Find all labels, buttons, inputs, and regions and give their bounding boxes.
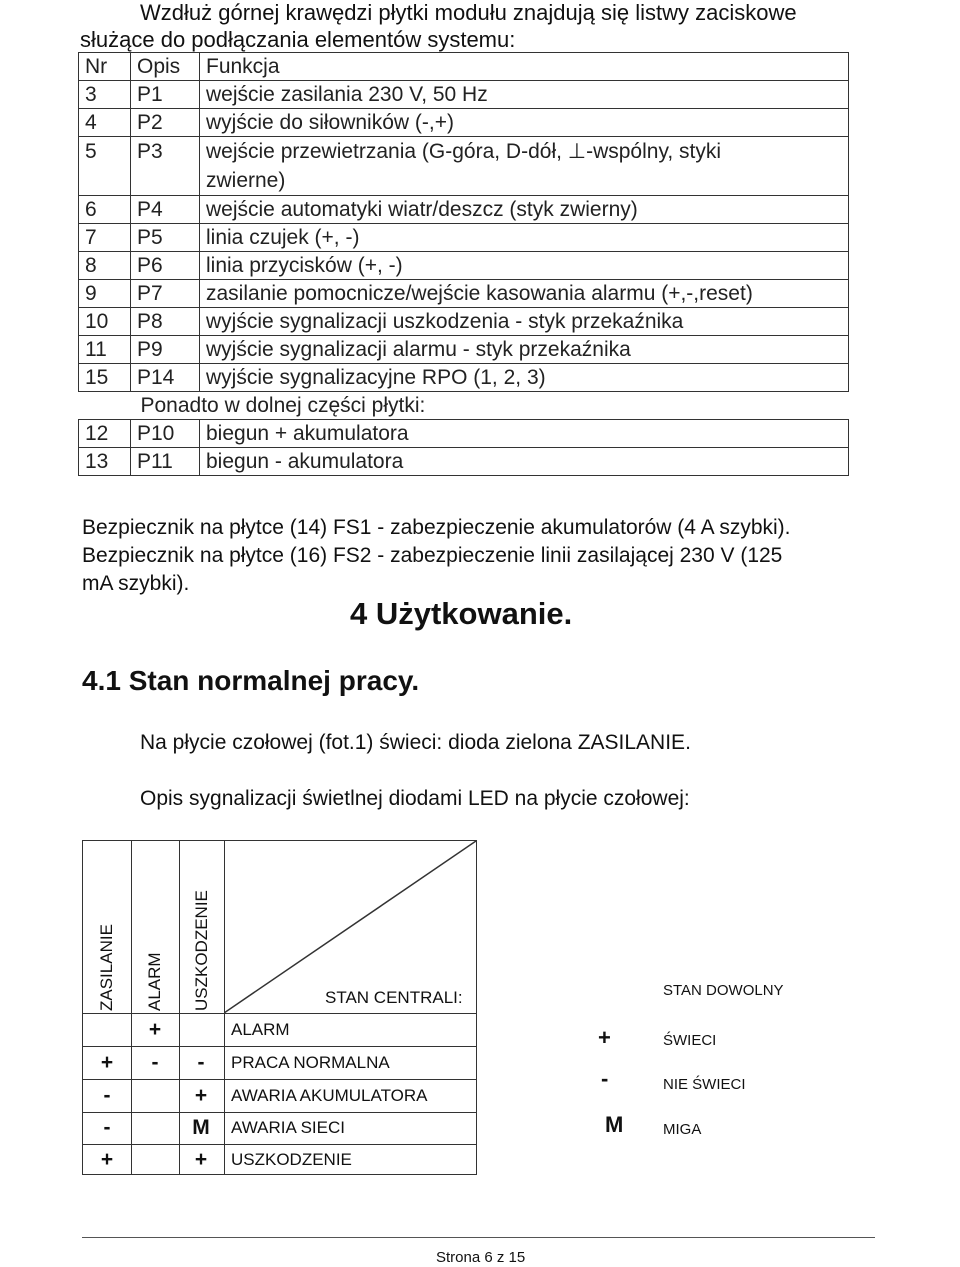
cell-nr: 3 bbox=[79, 81, 131, 109]
cell-nr: 15 bbox=[79, 364, 131, 392]
table-row bbox=[79, 252, 849, 280]
led-alarm-value: + bbox=[148, 1018, 162, 1041]
cell-funkcja: wyjście do siłowników (-,+) bbox=[200, 109, 849, 137]
row-divider bbox=[83, 1112, 476, 1113]
table-subheading-row bbox=[79, 392, 849, 420]
cell-opis: P2 bbox=[131, 109, 200, 137]
cell-nr: 10 bbox=[79, 308, 131, 336]
legend-symbol: + bbox=[598, 1025, 611, 1050]
cell-nr: 7 bbox=[79, 224, 131, 252]
led-zasilanie-value: + bbox=[100, 1148, 114, 1171]
led-status-table bbox=[82, 840, 477, 1175]
table-subheading: Ponadto w dolnej części płytki: bbox=[140, 394, 426, 417]
fuse-line-3: mA szybki). bbox=[82, 572, 190, 595]
cell-nr: 8 bbox=[79, 252, 131, 280]
header-funkcja: Funkcja bbox=[200, 53, 849, 81]
legend-title: STAN DOWOLNY bbox=[663, 982, 784, 999]
cell-funkcja: wejście automatyki wiatr/deszcz (styk zwierny) bbox=[200, 196, 849, 224]
state-label: PRACA NORMALNA bbox=[231, 1053, 390, 1072]
legend-meaning: NIE ŚWIECI bbox=[663, 1076, 746, 1093]
intro-line-2: służące do podłączania elementów systemu: bbox=[80, 27, 516, 52]
header-opis: Opis bbox=[131, 53, 200, 81]
page-number: Strona 6 z 15 bbox=[436, 1249, 526, 1266]
table-row bbox=[79, 308, 849, 336]
cell-funkcja: linia czujek (+, -) bbox=[200, 224, 849, 252]
cell-opis: P11 bbox=[131, 448, 200, 476]
cell-opis: P7 bbox=[131, 280, 200, 308]
cell-funkcja: biegun - akumulatora bbox=[200, 448, 849, 476]
led-alarm-value: - bbox=[151, 1051, 159, 1074]
cell-funkcja: wyjście sygnalizacji uszkodzenia - styk przekaźnika bbox=[200, 308, 849, 336]
legend-symbol: - bbox=[601, 1066, 609, 1091]
cell-opis: P14 bbox=[131, 364, 200, 392]
cell-nr: 9 bbox=[79, 280, 131, 308]
paragraph-normal-state: Na płycie czołowej (fot.1) świeci: dioda zielona ZASILANIE. bbox=[140, 731, 691, 754]
table-row bbox=[79, 137, 849, 196]
cell-opis: P1 bbox=[131, 81, 200, 109]
column-header-uszkodzenie: USZKODZENIE bbox=[192, 890, 211, 1011]
cell-funkcja: biegun + akumulatora bbox=[200, 420, 849, 448]
intro-line-1: Wzdłuż górnej krawędzi płytki modułu znajdują się listwy zaciskowe bbox=[140, 0, 797, 25]
cell-opis: P9 bbox=[131, 336, 200, 364]
cell-funkcja: wejście zasilania 230 V, 50 Hz bbox=[200, 81, 849, 109]
led-uszkodzenie-value: + bbox=[194, 1148, 208, 1171]
row-divider bbox=[83, 1046, 476, 1047]
table-row bbox=[79, 420, 849, 448]
cell-funkcja bbox=[200, 137, 849, 196]
table-row bbox=[79, 109, 849, 137]
cell-funkcja-line-1: wejście przewietrzania (G-góra, D-dół, ⊥-wspólny, styki bbox=[206, 140, 722, 163]
cell-nr: 11 bbox=[79, 336, 131, 364]
subsection-title: 4.1 Stan normalnej pracy. bbox=[82, 665, 420, 696]
column-header-zasilanie: ZASILANIE bbox=[97, 924, 116, 1011]
legend-meaning: MIGA bbox=[663, 1121, 702, 1138]
fuse-line-1: Bezpiecznik na płytce (14) FS1 - zabezpieczenie akumulatorów (4 A szybki). bbox=[82, 516, 791, 539]
table-header-row bbox=[79, 53, 849, 81]
cell-opis: P5 bbox=[131, 224, 200, 252]
led-uszkodzenie-value: M bbox=[192, 1116, 210, 1139]
footer-rule bbox=[82, 1237, 875, 1238]
led-uszkodzenie-value: + bbox=[194, 1084, 208, 1107]
cell-nr: 6 bbox=[79, 196, 131, 224]
table-row bbox=[79, 81, 849, 109]
led-uszkodzenie-value: - bbox=[197, 1051, 205, 1074]
state-label: AWARIA AKUMULATORA bbox=[231, 1086, 428, 1105]
row-divider bbox=[83, 1079, 476, 1080]
led-zasilanie-value: - bbox=[103, 1116, 111, 1139]
cell-nr: 4 bbox=[79, 109, 131, 137]
cell-opis: P4 bbox=[131, 196, 200, 224]
column-divider bbox=[131, 841, 132, 1174]
cell-funkcja: wyjście sygnalizacyjne RPO (1, 2, 3) bbox=[200, 364, 849, 392]
cell-funkcja-line-2: zwierne) bbox=[206, 169, 286, 192]
legend-meaning: ŚWIECI bbox=[663, 1032, 717, 1049]
table-row bbox=[79, 448, 849, 476]
table-row bbox=[79, 224, 849, 252]
led-zasilanie-value: - bbox=[103, 1084, 111, 1107]
table-row bbox=[79, 280, 849, 308]
cell-opis: P3 bbox=[131, 137, 200, 196]
table-row bbox=[79, 196, 849, 224]
legend-symbol: M bbox=[605, 1112, 624, 1137]
header-nr: Nr bbox=[79, 53, 131, 81]
terminal-table bbox=[78, 52, 849, 476]
row-divider bbox=[83, 1013, 476, 1014]
fuse-line-2: Bezpiecznik na płytce (16) FS2 - zabezpieczenie linii zasilającej 230 V (125 bbox=[82, 544, 783, 567]
cell-nr: 13 bbox=[79, 448, 131, 476]
state-label: USZKODZENIE bbox=[231, 1150, 352, 1169]
led-zasilanie-value: + bbox=[100, 1051, 114, 1074]
cell-nr: 12 bbox=[79, 420, 131, 448]
cell-funkcja: wyjście sygnalizacji alarmu - styk przekaźnika bbox=[200, 336, 849, 364]
table-row bbox=[79, 364, 849, 392]
cell-nr: 5 bbox=[79, 137, 131, 196]
column-header-alarm: ALARM bbox=[145, 952, 164, 1011]
cell-opis: P6 bbox=[131, 252, 200, 280]
state-label: AWARIA SIECI bbox=[231, 1118, 345, 1137]
cell-funkcja: zasilanie pomocnicze/wejście kasowania alarmu (+,-,reset) bbox=[200, 280, 849, 308]
cell-funkcja: linia przycisków (+, -) bbox=[200, 252, 849, 280]
corner-label: STAN CENTRALI: bbox=[325, 988, 463, 1007]
table-row bbox=[79, 336, 849, 364]
section-title: 4 Użytkowanie. bbox=[350, 596, 573, 631]
cell-opis: P10 bbox=[131, 420, 200, 448]
column-divider bbox=[179, 841, 180, 1174]
cell-opis: P8 bbox=[131, 308, 200, 336]
state-label: ALARM bbox=[231, 1020, 290, 1039]
paragraph-led-description: Opis sygnalizacji świetlnej diodami LED na płycie czołowej: bbox=[140, 787, 690, 810]
row-divider bbox=[83, 1144, 476, 1145]
